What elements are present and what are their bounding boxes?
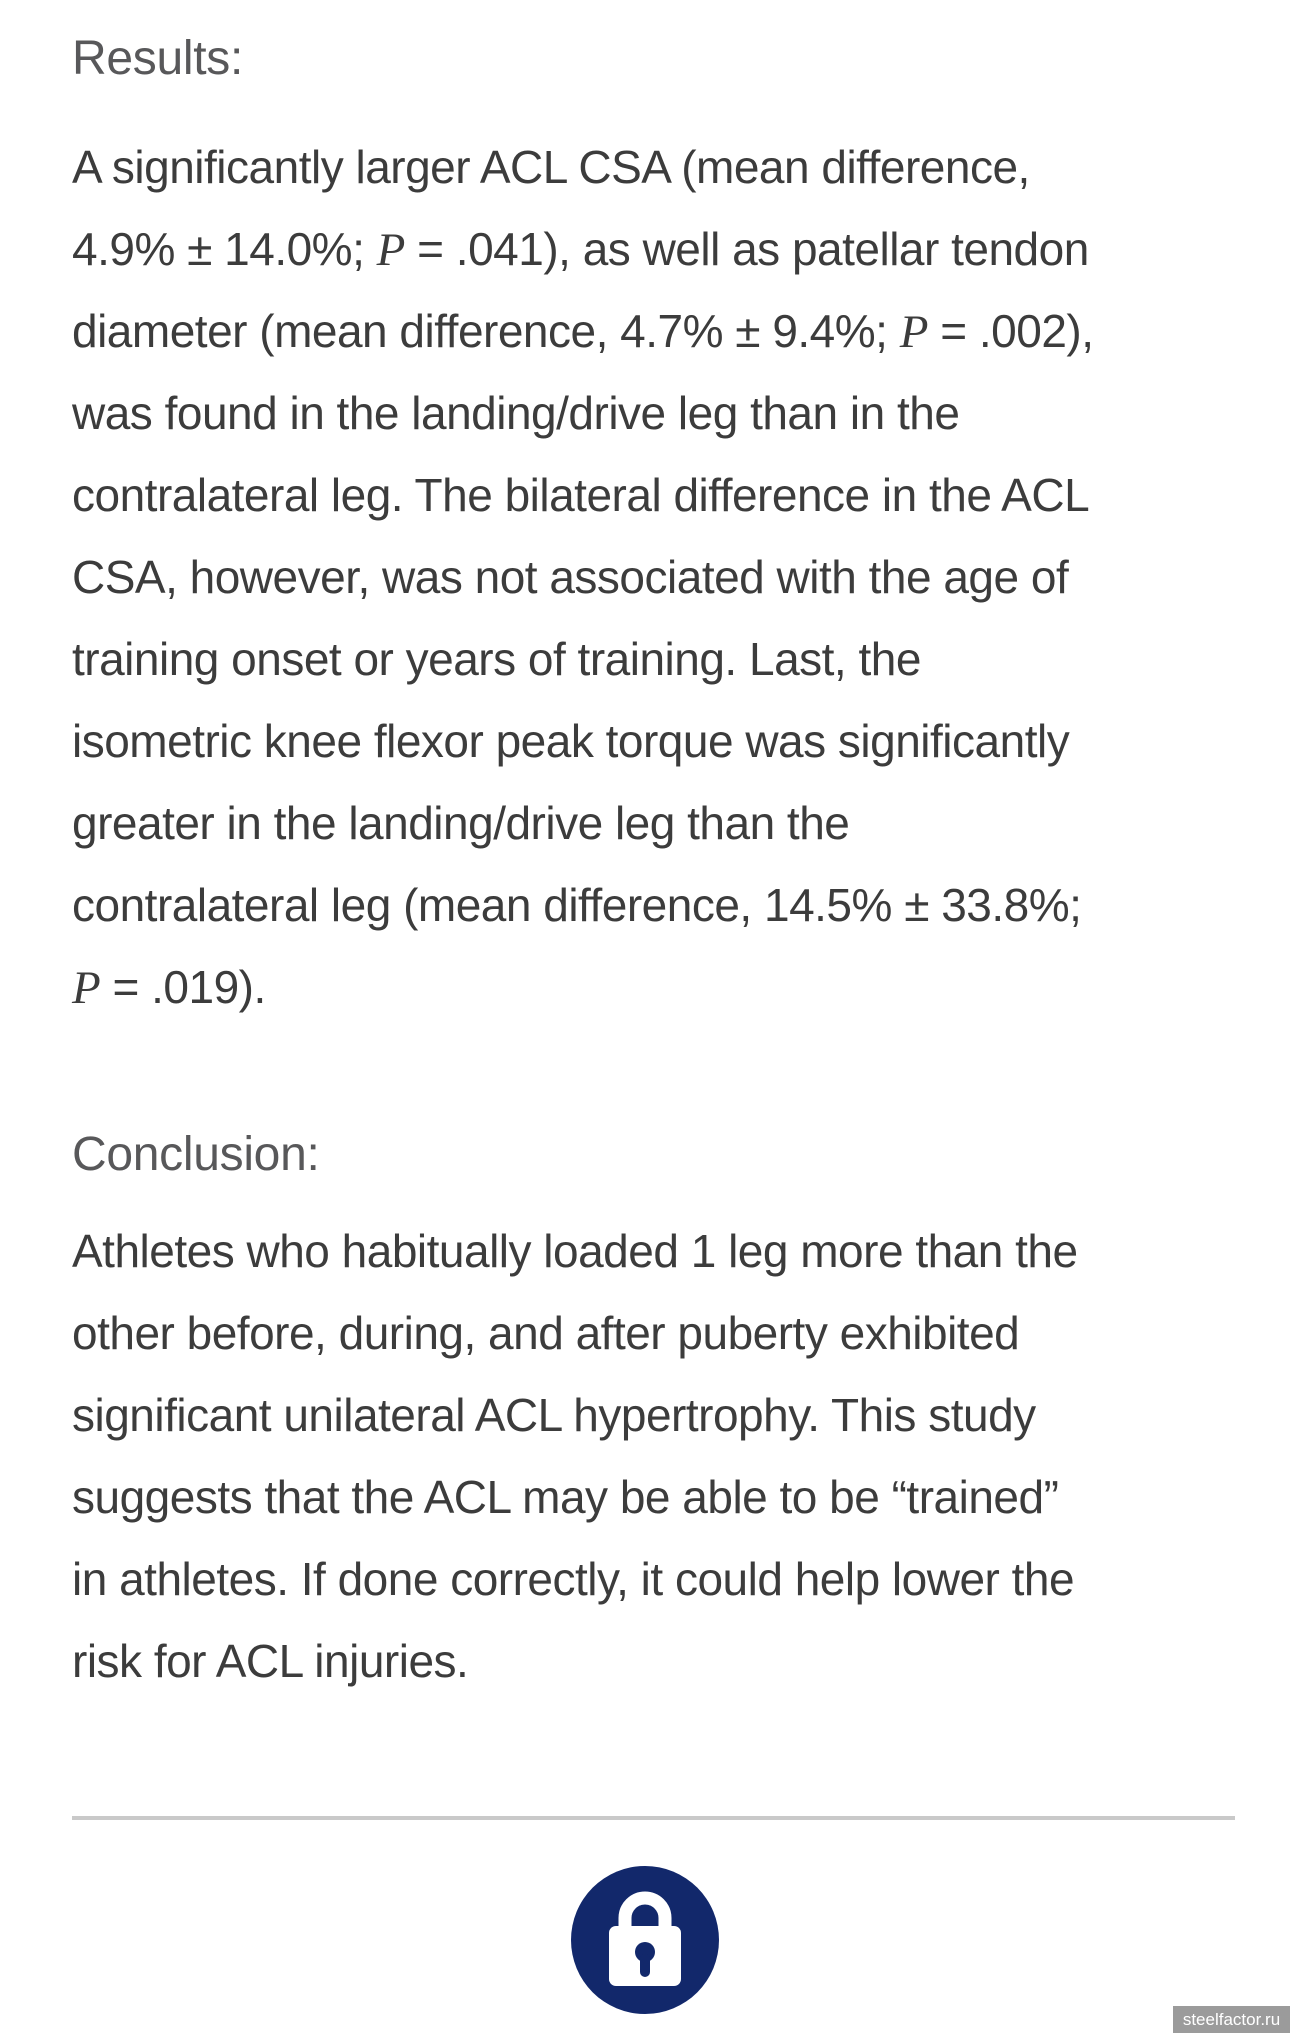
text-line bbox=[72, 126, 1242, 208]
text-segment: = .002), bbox=[927, 305, 1094, 357]
text-segment: significant unilateral ACL hypertrophy. This study bbox=[72, 1389, 1036, 1441]
text-line bbox=[72, 1620, 1242, 1702]
text-line bbox=[72, 782, 1242, 864]
paywall-lock-badge bbox=[571, 1866, 719, 2014]
p-value-symbol: P bbox=[376, 224, 405, 276]
text-line bbox=[72, 618, 1242, 700]
text-line bbox=[72, 372, 1242, 454]
results-heading: Results: bbox=[72, 32, 243, 85]
text-line bbox=[72, 864, 1242, 946]
text-line bbox=[72, 454, 1242, 536]
text-segment: other before, during, and after puberty exhibited bbox=[72, 1307, 1020, 1359]
text-segment: contralateral leg (mean difference, 14.5% ± 33.8%; bbox=[72, 879, 1082, 931]
text-segment: Athletes who habitually loaded 1 leg more than the bbox=[72, 1225, 1078, 1277]
text-segment: was found in the landing/drive leg than in the bbox=[72, 387, 960, 439]
text-segment: contralateral leg. The bilateral difference in the ACL bbox=[72, 469, 1090, 521]
watermark: steelfactor.ru bbox=[1173, 2006, 1290, 2033]
text-segment: = .019). bbox=[100, 961, 266, 1013]
text-segment: risk for ACL injuries. bbox=[72, 1635, 469, 1687]
conclusion-paragraph bbox=[72, 1210, 1242, 1702]
text-line bbox=[72, 1374, 1242, 1456]
text-line bbox=[72, 1538, 1242, 1620]
text-segment: suggests that the ACL may be able to be “trained” bbox=[72, 1471, 1059, 1523]
text-segment: CSA, however, was not associated with the age of bbox=[72, 551, 1069, 603]
p-value-symbol: P bbox=[72, 962, 101, 1014]
text-line bbox=[72, 700, 1242, 782]
text-segment: greater in the landing/drive leg than the bbox=[72, 797, 850, 849]
section-divider bbox=[72, 1816, 1235, 1820]
text-segment: training onset or years of training. Last, the bbox=[72, 633, 921, 685]
text-segment: A significantly larger ACL CSA (mean difference, bbox=[72, 141, 1030, 193]
text-line bbox=[72, 1210, 1242, 1292]
text-segment: diameter (mean difference, 4.7% ± 9.4%; bbox=[72, 305, 900, 357]
text-line bbox=[72, 1292, 1242, 1374]
p-value-symbol: P bbox=[899, 306, 928, 358]
conclusion-heading: Conclusion: bbox=[72, 1128, 320, 1181]
text-segment: isometric knee flexor peak torque was significantly bbox=[72, 715, 1070, 767]
text-line bbox=[72, 290, 1242, 372]
text-segment: = .041), as well as patellar tendon bbox=[404, 223, 1089, 275]
text-line bbox=[72, 536, 1242, 618]
lock-icon bbox=[571, 1866, 719, 2014]
text-line bbox=[72, 1456, 1242, 1538]
text-segment: in athletes. If done correctly, it could help lower the bbox=[72, 1553, 1075, 1605]
results-paragraph bbox=[72, 126, 1242, 1028]
text-line bbox=[72, 946, 1242, 1028]
text-line bbox=[72, 208, 1242, 290]
text-segment: 4.9% ± 14.0%; bbox=[72, 223, 377, 275]
